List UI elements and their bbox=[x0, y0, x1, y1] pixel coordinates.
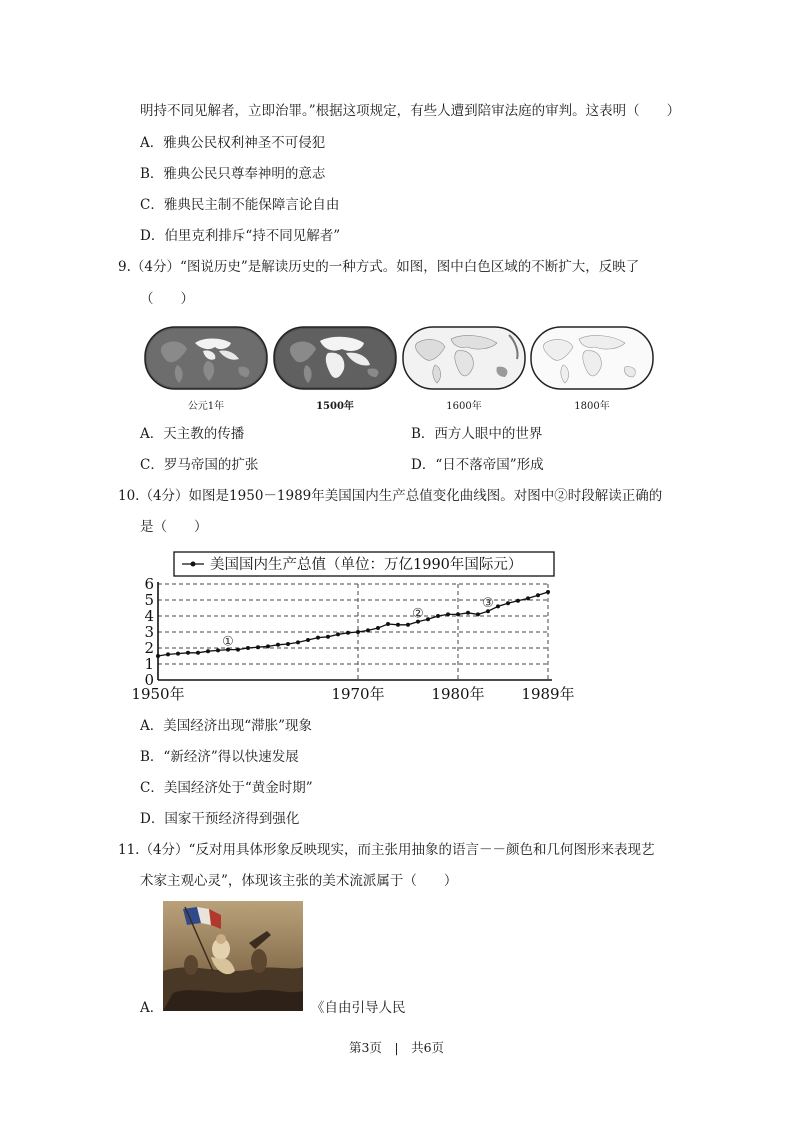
x-tick-label: 1989年 bbox=[521, 685, 575, 703]
period-marker: ③ bbox=[482, 596, 494, 612]
x-tick-label: 1970年 bbox=[331, 685, 385, 703]
world-map-series bbox=[143, 325, 655, 415]
gdp-data-point bbox=[396, 623, 400, 627]
world-map-3 bbox=[401, 325, 527, 391]
gdp-data-point bbox=[156, 654, 160, 658]
gdp-data-point bbox=[256, 645, 260, 649]
q8-option-a[interactable]: A．雅典公民权利神圣不可侵犯 bbox=[140, 135, 326, 151]
gdp-data-point bbox=[286, 642, 290, 646]
gdp-data-point bbox=[386, 622, 390, 626]
q9-stem: 9.（4分）“图说历史”是解读历史的一种方式。如图，图中白色区域的不断扩大，反映了 bbox=[118, 259, 640, 275]
gdp-chart-svg bbox=[131, 548, 578, 710]
gdp-data-point bbox=[266, 644, 270, 648]
gdp-data-point bbox=[316, 636, 320, 640]
q8-option-d[interactable]: D．伯里克利排斥“持不同见解者” bbox=[140, 228, 341, 244]
q9-option-c[interactable]: C．罗马帝国的扩张 bbox=[140, 457, 259, 473]
gdp-data-point bbox=[496, 604, 500, 608]
gdp-data-point bbox=[446, 612, 450, 616]
q11-option-a-caption: 《自由引导人民 bbox=[311, 1000, 406, 1016]
q11-stem: 11.（4分）“反对用具体形象反映现实，而主张用抽象的语言－－颜色和几何图形来表现艺 bbox=[118, 842, 655, 858]
q11-stem-cont: 术家主观心灵”，体现该主张的美术流派属于（ ） bbox=[140, 873, 458, 889]
x-tick-label: 1950年 bbox=[131, 685, 185, 703]
gdp-data-point bbox=[426, 617, 430, 621]
gdp-data-point bbox=[206, 649, 210, 653]
q8-option-c[interactable]: C．雅典民主制不能保障言论自由 bbox=[140, 197, 340, 213]
map-caption-4: 1800年 bbox=[574, 401, 610, 412]
gdp-data-point bbox=[376, 626, 380, 630]
q9-stem-blank: （ ） bbox=[140, 291, 194, 307]
gdp-data-point bbox=[366, 628, 370, 632]
q10-option-c[interactable]: C．美国经济处于“黄金时期” bbox=[140, 780, 313, 796]
y-tick-label: 0 bbox=[144, 671, 154, 689]
world-map-2 bbox=[272, 325, 398, 391]
legend-label: 美国国内生产总值（单位：万亿1990年国际元） bbox=[210, 557, 523, 573]
world-map-4 bbox=[529, 325, 655, 391]
world-map-1 bbox=[143, 325, 269, 391]
gdp-data-point bbox=[216, 648, 220, 652]
gdp-data-point bbox=[356, 630, 360, 634]
gdp-data-point bbox=[296, 640, 300, 644]
gdp-data-point bbox=[536, 593, 540, 597]
map-caption-2: 1500年 bbox=[316, 401, 354, 412]
y-tick-label: 5 bbox=[144, 591, 154, 609]
q8-option-b[interactable]: B．雅典公民只尊奉神明的意志 bbox=[140, 166, 326, 182]
q10-option-d[interactable]: D．国家干预经济得到强化 bbox=[140, 811, 300, 827]
gdp-data-point bbox=[166, 652, 170, 656]
gdp-data-point bbox=[546, 590, 550, 594]
q10-option-b[interactable]: B．“新经济”得以快速发展 bbox=[140, 749, 299, 765]
x-tick-label: 1980年 bbox=[431, 685, 485, 703]
page-footer: 第3页 | 共6页 bbox=[348, 1040, 445, 1055]
y-tick-label: 3 bbox=[144, 623, 154, 641]
y-tick-label: 1 bbox=[144, 655, 154, 673]
period-marker: ① bbox=[222, 634, 234, 650]
gdp-data-point bbox=[406, 623, 410, 627]
gdp-line-chart bbox=[131, 548, 578, 710]
q10-stem-blank: 是（ ） bbox=[140, 519, 208, 535]
map-caption-3: 1600年 bbox=[446, 401, 482, 412]
q9-option-a[interactable]: A．天主教的传播 bbox=[140, 426, 245, 442]
map-caption-1: 公元1年 bbox=[187, 401, 225, 412]
gdp-data-point bbox=[456, 612, 460, 616]
gdp-data-point bbox=[506, 601, 510, 605]
y-tick-label: 4 bbox=[144, 607, 154, 625]
legend-point-swatch bbox=[191, 562, 196, 567]
y-tick-label: 2 bbox=[144, 639, 154, 657]
gdp-data-point bbox=[436, 614, 440, 618]
gdp-data-point bbox=[476, 612, 480, 616]
gdp-data-point bbox=[336, 632, 340, 636]
liberty-leading-painting bbox=[163, 901, 303, 1011]
q9-option-d[interactable]: D．“日不落帝国”形成 bbox=[411, 457, 544, 473]
gdp-data-point bbox=[326, 635, 330, 639]
q10-stem: 10.（4分）如图是1950－1989年美国国内生产总值变化曲线图。对图中②时段解读正确的 bbox=[118, 488, 663, 504]
gdp-data-point bbox=[236, 648, 240, 652]
gdp-data-point bbox=[176, 652, 180, 656]
gdp-data-point bbox=[516, 599, 520, 603]
gdp-data-point bbox=[186, 651, 190, 655]
gdp-data-point bbox=[466, 611, 470, 615]
y-tick-label: 6 bbox=[144, 575, 154, 593]
gdp-data-point bbox=[526, 596, 530, 600]
gdp-data-point bbox=[306, 638, 310, 642]
gdp-data-point bbox=[276, 643, 280, 647]
period-marker: ② bbox=[412, 606, 424, 622]
gdp-data-point bbox=[346, 631, 350, 635]
q10-option-a[interactable]: A．美国经济出现“滞胀”现象 bbox=[140, 718, 313, 734]
gdp-data-point bbox=[196, 651, 200, 655]
gdp-data-point bbox=[246, 646, 250, 650]
q11-option-a-label[interactable]: A． bbox=[140, 1000, 164, 1016]
q8-stem: 明持不同见解者，立即治罪。”根据这项规定，有些人遭到陪审法庭的审判。这表明（ ） bbox=[140, 103, 681, 119]
q9-option-b[interactable]: B．西方人眼中的世界 bbox=[411, 426, 543, 442]
